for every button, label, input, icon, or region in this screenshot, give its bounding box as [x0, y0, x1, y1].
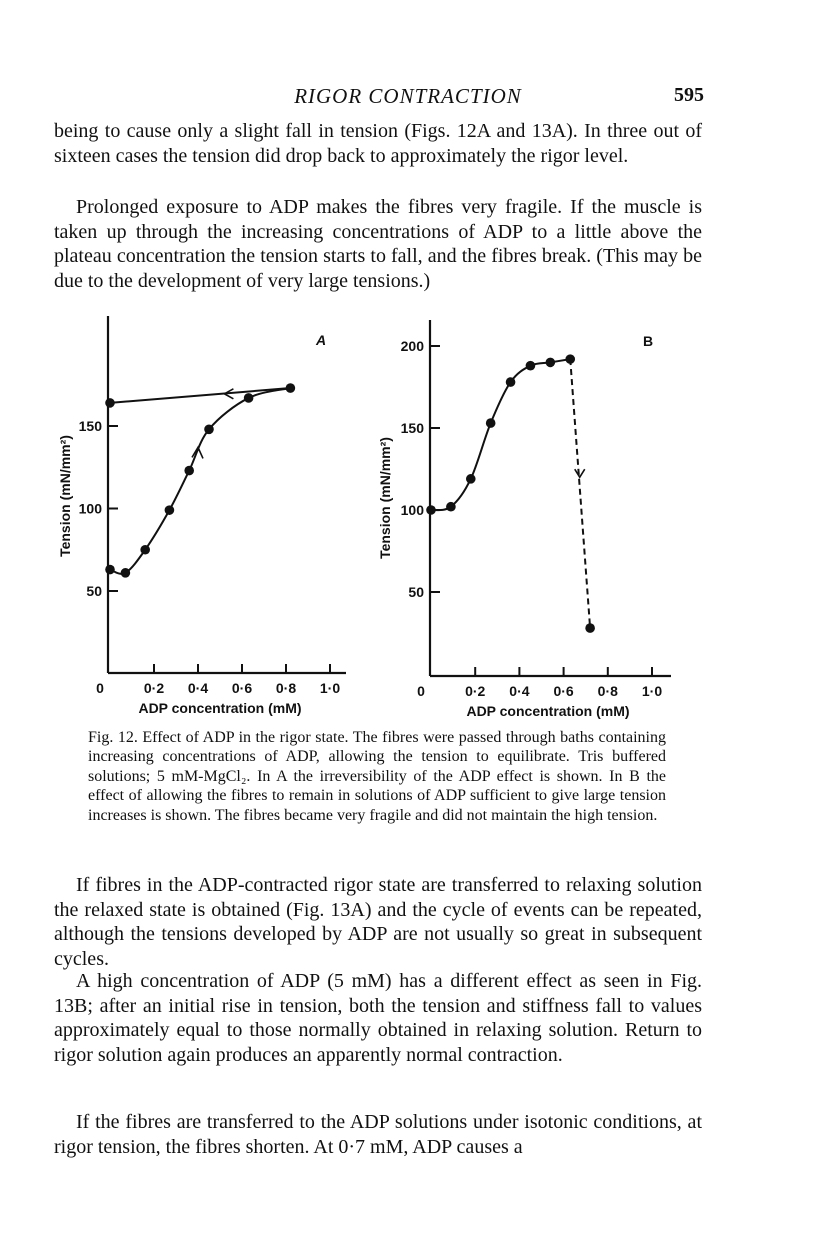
panel-a-x-ticks	[96, 664, 340, 696]
panel-b-data-point-6	[546, 358, 556, 368]
panel-b-data-point-2	[466, 474, 476, 484]
panel-b-y-tick-label-0: 50	[408, 584, 424, 600]
panel-a-y-tick-label-1: 100	[78, 500, 102, 517]
panel-b-data-point-1	[446, 502, 456, 512]
panel-b-data-point-7	[565, 354, 575, 364]
panel-a-data-point-3	[165, 505, 175, 515]
panel-a-data-point-2	[140, 545, 150, 555]
paragraph-bottom-3	[54, 1110, 702, 1159]
panel-b-rise-curve	[431, 359, 570, 510]
panel-b-data-point-0	[426, 505, 436, 515]
figure-caption-text: Fig. 12. Effect of ADP in the rigor state. The fibres were passed through baths containing increasing concentrations of ADP, allowing the tension to equilibrate. Tris buffered solutions; 5 mM-MgCl₂. In A the irreversibility of the ADP effect is shown. In B the effect of allowing the fibres to remain in solutions of ADP sufficient to give large tension increases is shown. The fibres became very fragile and did not maintain the high tension.	[88, 729, 666, 824]
panel-a-y-tick-label-0: 50	[86, 583, 102, 599]
panel-a-x-tick-label-5: 1·0	[319, 680, 341, 696]
panel-a-y-tick-label-2: 150	[78, 418, 102, 434]
paragraph-top-2	[54, 195, 702, 293]
panel-a-data-point-0	[105, 565, 115, 575]
panel-b-data-point-3	[486, 418, 496, 428]
panel-b-x-tick-label-1: 0·2	[465, 683, 486, 699]
panel-b-arrow-down	[575, 469, 585, 477]
panel-a-data-point-1	[121, 568, 131, 578]
panel-a-points	[105, 383, 295, 577]
paragraph-top-1	[54, 119, 702, 168]
panel-b-y-tick-label-2: 150	[400, 420, 424, 436]
panel-b-x-tick-label-0: 0	[417, 683, 425, 699]
panel-b-data-point-4	[506, 377, 516, 387]
running-title: RIGOR CONTRACTION	[294, 84, 522, 108]
figure-caption	[88, 728, 666, 825]
paragraph-bottom-1	[54, 873, 702, 971]
panel-b-x-tick-label-5: 1·0	[641, 683, 663, 699]
panel-b-x-ticks	[417, 667, 662, 699]
panel-b-data-point-5	[526, 361, 536, 371]
panel-a-x-tick-label-2: 0·4	[187, 680, 209, 696]
panel-a-label: A	[316, 332, 327, 348]
panel-a-y-label: Tension (mN/mm²)	[57, 435, 73, 557]
panel-b-x-tick-label-4: 0·8	[597, 683, 618, 699]
panel-a-data-point-5	[204, 425, 214, 435]
panel-b-y-ticks	[401, 338, 440, 600]
panel-a-x-tick-label-0: 0	[96, 680, 104, 696]
panel-a-data-point-7	[286, 383, 296, 393]
panel-b-label: B	[643, 333, 654, 349]
paragraph-top-1-text: being to cause only a slight fall in tension (Figs. 12A and 13A). In three out of sixteen cases the tension did drop back to approximately the rigor level.	[54, 120, 702, 167]
panel-a	[57, 316, 346, 716]
panel-a-return-line	[110, 388, 290, 403]
panel-a-x-tick-label-4: 0·8	[275, 680, 297, 696]
panel-b-x-tick-label-2: 0·4	[509, 683, 530, 699]
paragraph-bottom-2-text: A high concentration of ADP (5 mM) has a different effect as seen in Fig. 13B; after an initial rise in tension, both the tension and stiffness fall to values approximately equal to those normally obtained in relaxing solution. Return to rigor solution again produces an apparently normal contraction.	[54, 970, 702, 1066]
panel-b-points	[426, 354, 595, 633]
panel-a-data-point-8	[105, 398, 115, 408]
paragraph-bottom-3-text: If the fibres are transferred to the ADP solutions under isotonic conditions, at rigor tension, the fibres shorten. At 0·7 mM, ADP causes a	[54, 1111, 702, 1158]
panel-a-x-tick-label-1: 0·2	[143, 680, 165, 696]
panel-b-drop-line	[570, 359, 590, 628]
panel-a-rise-curve	[110, 388, 290, 574]
panel-b	[377, 320, 671, 719]
panel-a-data-point-4	[184, 466, 194, 476]
panel-b-x-tick-label-3: 0·6	[553, 683, 574, 699]
page-header	[0, 84, 816, 114]
paragraph-bottom-2	[54, 969, 702, 1067]
panel-b-y-label: Tension (mN/mm²)	[377, 437, 393, 559]
panel-b-x-label: ADP concentration (mM)	[466, 703, 630, 719]
figure-12	[0, 300, 816, 720]
paragraph-top-2-text: Prolonged exposure to ADP makes the fibres very fragile. If the muscle is taken up through the increasing concentrations of ADP to a little above the plateau concentration the tension starts to fall, and the fibres break. (This may be due to the development of very large tensions.)	[54, 196, 702, 292]
panel-a-x-tick-label-3: 0·6	[231, 680, 253, 696]
paragraph-bottom-1-text: If fibres in the ADP-contracted rigor state are transferred to relaxing solution the relaxed state is obtained (Fig. 13A) and the cycle of events can be repeated, although the tensions developed by ADP are not usually so great in subsequent cycles.	[54, 874, 702, 970]
panel-a-data-point-6	[244, 393, 254, 403]
panel-b-y-tick-label-3: 200	[400, 338, 424, 354]
page-number: 595	[674, 84, 704, 106]
panel-b-y-tick-label-1: 100	[400, 502, 424, 518]
panel-b-data-point-8	[585, 623, 595, 633]
panel-a-x-label: ADP concentration (mM)	[138, 700, 302, 716]
